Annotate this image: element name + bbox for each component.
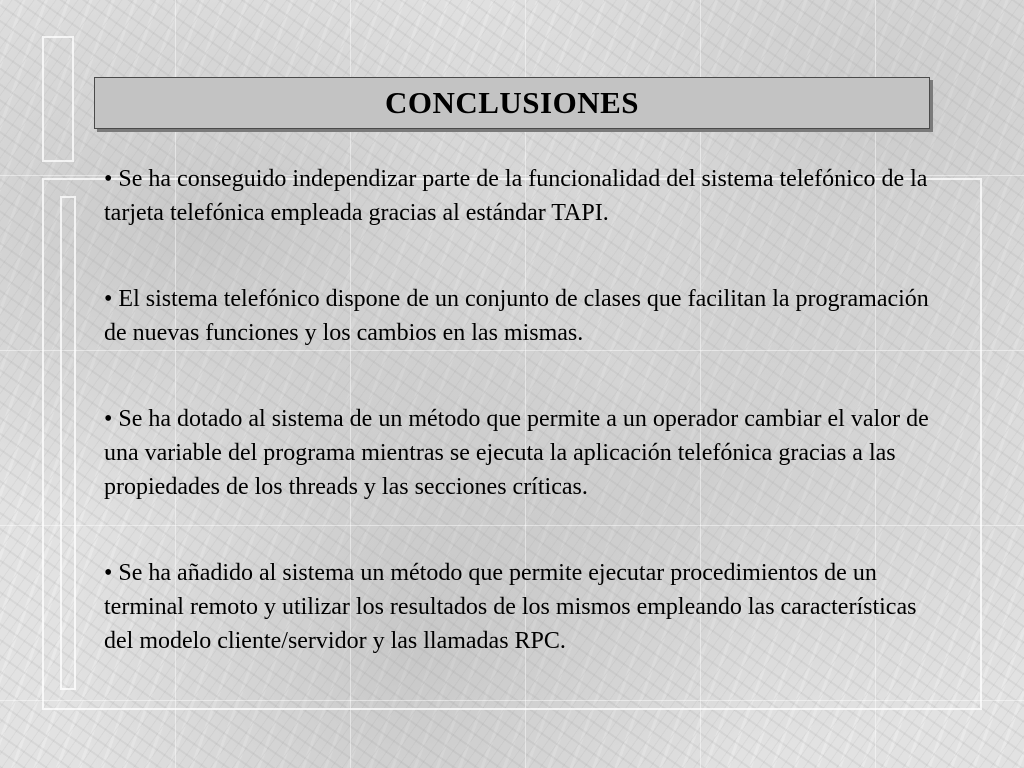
decorative-frame-left-bar — [60, 196, 76, 690]
bullet-item-threads: • Se ha dotado al sistema de un método que permite a un operador cambiar el valor de una variable del programa mientras se ejecuta la aplicación telefónica gracias a las propiedades de los threads y las secciones críticas. — [104, 406, 929, 500]
decorative-frame-top-left — [42, 36, 74, 162]
title-box — [94, 77, 930, 129]
bullet-item-rpc: • Se ha añadido al sistema un método que permite ejecutar procedimientos de un terminal remoto y utilizar los resultados de los mismos empleando las características del modelo cliente/servidor y las llamadas RPC. — [104, 560, 917, 654]
bullet-item-tapi: • Se ha conseguido independizar parte de la funcionalidad del sistema telefónico de la tarjeta telefónica empleada gracias al estándar TAPI. — [104, 166, 928, 226]
bullet-item-class-set: • El sistema telefónico dispone de un conjunto de clases que facilitan la programación de nuevas funciones y los cambios en las mismas. — [104, 286, 929, 346]
bullet-list — [104, 162, 934, 658]
slide-title: CONCLUSIONES — [384, 85, 640, 120]
